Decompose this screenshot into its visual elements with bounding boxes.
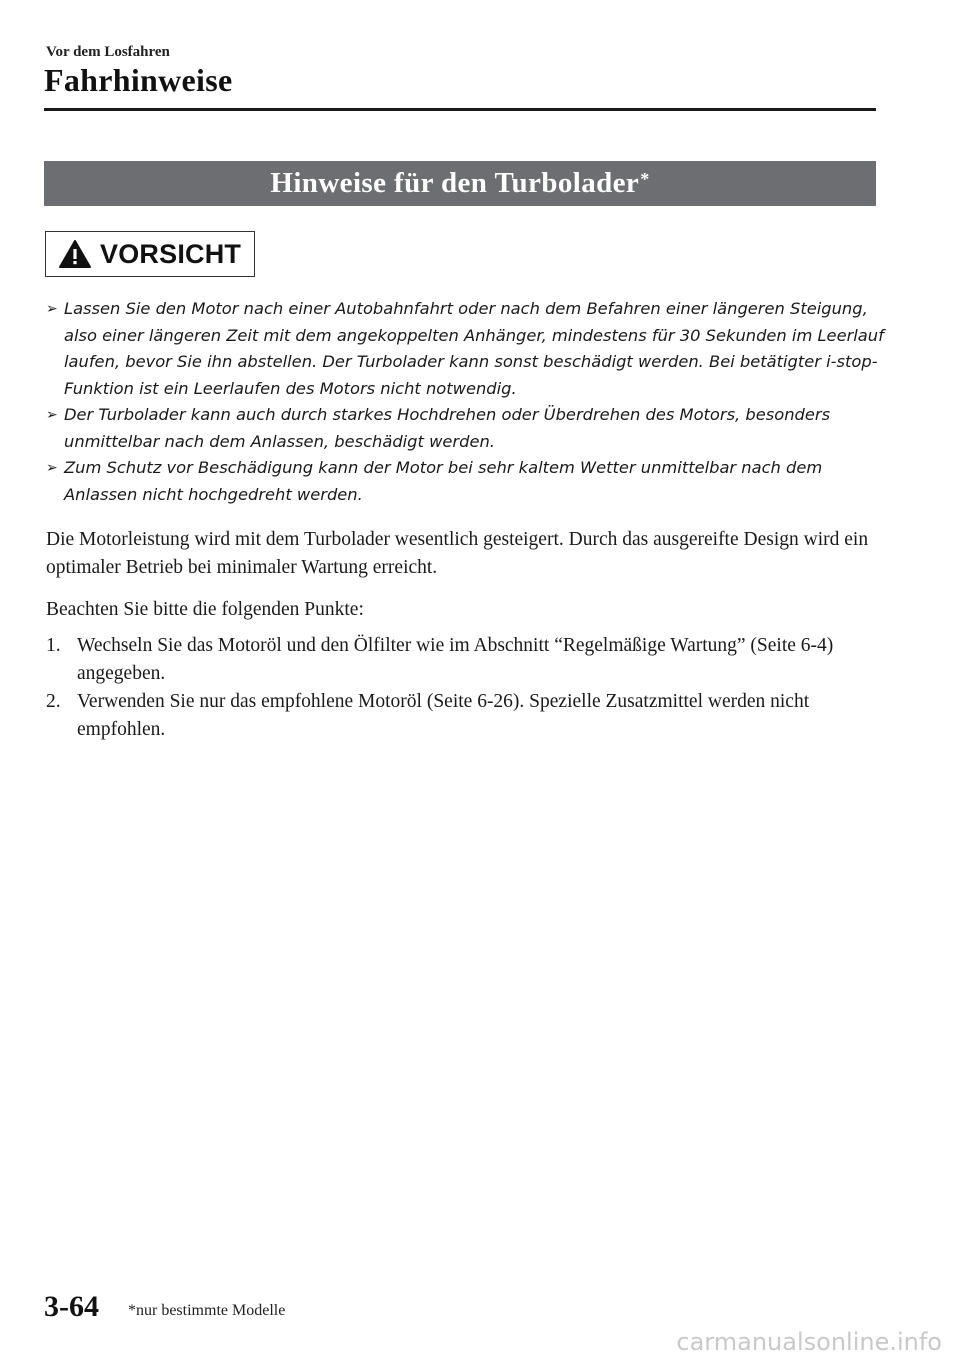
- page-number: 3-64: [44, 1290, 99, 1323]
- caution-box: [45, 231, 255, 277]
- section-banner: [44, 161, 876, 206]
- warning-triangle-icon: [58, 239, 92, 269]
- section-title: Hinweise für den Turbolader: [270, 167, 640, 199]
- caution-label: VORSICHT: [100, 238, 242, 269]
- list-item: [46, 632, 886, 688]
- arrow-bullet-icon: ➢: [46, 301, 58, 317]
- arrow-bullet-icon: ➢: [46, 460, 58, 476]
- step-text: Wechseln Sie das Motoröl und den Ölfilter wie im Abschnitt “Regelmäßige Wartung” (Seite 6-4) angegeben.: [77, 635, 834, 684]
- list-item: [46, 402, 886, 455]
- instructions-heading: Beachten Sie bitte die folgenden Punkte:: [46, 599, 364, 620]
- steps-list: [46, 632, 886, 744]
- list-item: [46, 688, 886, 744]
- arrow-bullet-icon: ➢: [46, 407, 58, 423]
- intro-paragraph: Die Motorleistung wird mit dem Turbolader wesentlich gesteigert. Durch das ausgereifte Design wird ein optimaler Betrieb bei minimaler Wartung erreicht.: [46, 529, 869, 578]
- section-marker: *: [640, 169, 650, 189]
- footnote: *nur bestimmte Modelle: [128, 1302, 286, 1319]
- caution-item-text: Lassen Sie den Motor nach einer Autobahnfahrt oder nach dem Befahren einer längeren Steigung, also einer längeren Zeit mit dem angekoppelten Anhänger, mindestens für 30 Sekunden im Leerlauf laufen, bevor Sie ihn abstellen. Der Turbolader kann sonst beschädigt werden. Bei betätigter i-stop-Funktion ist ein Leerlaufen des Motors nicht notwendig.: [64, 299, 884, 398]
- step-number: 1.: [46, 635, 61, 656]
- step-number: 2.: [46, 691, 61, 712]
- caution-list: [46, 296, 886, 508]
- watermark: carmanualsonline.info: [676, 1328, 942, 1356]
- caution-item-text: Der Turbolader kann auch durch starkes Hochdrehen oder Überdrehen des Motors, besonders unmittelbar nach dem Anlassen, beschädigt werden.: [64, 405, 831, 451]
- page-title: Fahrhinweise: [44, 62, 233, 98]
- list-item: [46, 455, 886, 508]
- list-item: [46, 296, 886, 402]
- breadcrumb: Vor dem Losfahren: [46, 44, 170, 60]
- title-divider: [44, 108, 876, 111]
- caution-item-text: Zum Schutz vor Beschädigung kann der Motor bei sehr kaltem Wetter unmittelbar nach dem Anlassen nicht hochgedreht werden.: [64, 458, 823, 504]
- step-text: Verwenden Sie nur das empfohlene Motoröl (Seite 6-26). Spezielle Zusatzmittel werden nicht empfohlen.: [77, 691, 810, 740]
